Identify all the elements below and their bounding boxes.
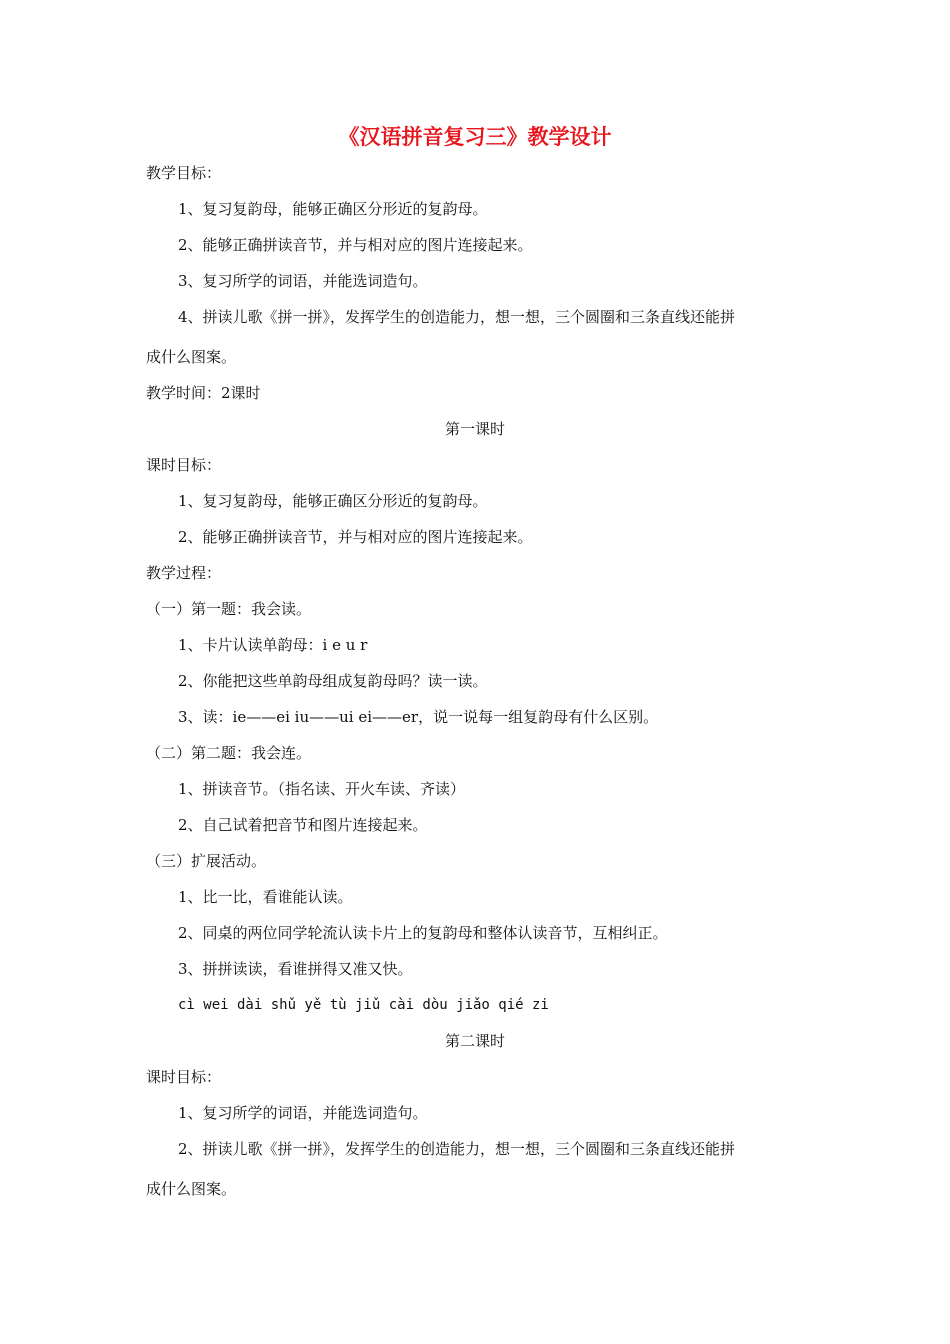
lesson1-goal-item: 1、复习复韵母，能够正确区分形近的复韵母。: [178, 492, 488, 510]
part3-item: 3、拼拼读读，看谁拼得又准又快。: [178, 960, 413, 978]
document-title: 《汉语拼音复习三》教学设计: [338, 125, 612, 149]
process-heading: 教学过程：: [146, 564, 222, 582]
part2-item: 2、自己试着把音节和图片连接起来。: [178, 816, 428, 834]
objective-item: 3、复习所学的词语，并能选词造句。: [178, 272, 428, 290]
part1-item: 3、读：ie——ei iu——ui ei——er，说一说每一组复韵母有什么区别。: [178, 708, 659, 726]
lesson2-goal-item: 2、拼读儿歌《拼一拼》，发挥学生的创造能力，想一想，三个圆圈和三条直线还能拼: [178, 1140, 736, 1158]
teaching-time: 教学时间：2课时: [146, 384, 261, 402]
part2-item: 1、拼读音节。（指名读、开火车读、齐读）: [178, 780, 466, 798]
objectives-heading: 教学目标：: [146, 164, 222, 182]
objective-item: 4、拼读儿歌《拼一拼》，发挥学生的创造能力，想一想，三个圆圈和三条直线还能拼: [178, 308, 736, 326]
lesson2-heading: 第二课时: [444, 1032, 505, 1050]
lesson2-goal-item: 1、复习所学的词语，并能选词造句。: [178, 1104, 428, 1122]
part2-heading: （二）第二题：我会连。: [146, 744, 312, 762]
lesson1-goals-heading: 课时目标：: [146, 456, 222, 474]
lesson1-heading: 第一课时: [444, 420, 505, 438]
objective-item: 2、能够正确拼读音节，并与相对应的图片连接起来。: [178, 236, 533, 254]
lesson2-goals-heading: 课时目标：: [146, 1068, 222, 1086]
pinyin-practice-line: cì wei dài shǔ yě tù jiǔ cài dòu jiǎo qié zi: [178, 997, 549, 1013]
part3-item: 1、比一比，看谁能认读。: [178, 888, 353, 906]
part3-item: 2、同桌的两位同学轮流认读卡片上的复韵母和整体认读音节，互相纠正。: [178, 924, 668, 942]
lesson1-goal-item: 2、能够正确拼读音节，并与相对应的图片连接起来。: [178, 528, 533, 546]
part1-heading: （一）第一题：我会读。: [146, 600, 312, 618]
objective-item-continued: 成什么图案。: [146, 348, 237, 366]
part3-heading: （三）扩展活动。: [146, 852, 267, 870]
part1-item: 2、你能把这些单韵母组成复韵母吗？读一读。: [178, 672, 488, 690]
objective-item: 1、复习复韵母，能够正确区分形近的复韵母。: [178, 200, 488, 218]
part1-item: 1、卡片认读单韵母：i e u r: [178, 636, 368, 654]
lesson2-goal-item-continued: 成什么图案。: [146, 1180, 237, 1198]
